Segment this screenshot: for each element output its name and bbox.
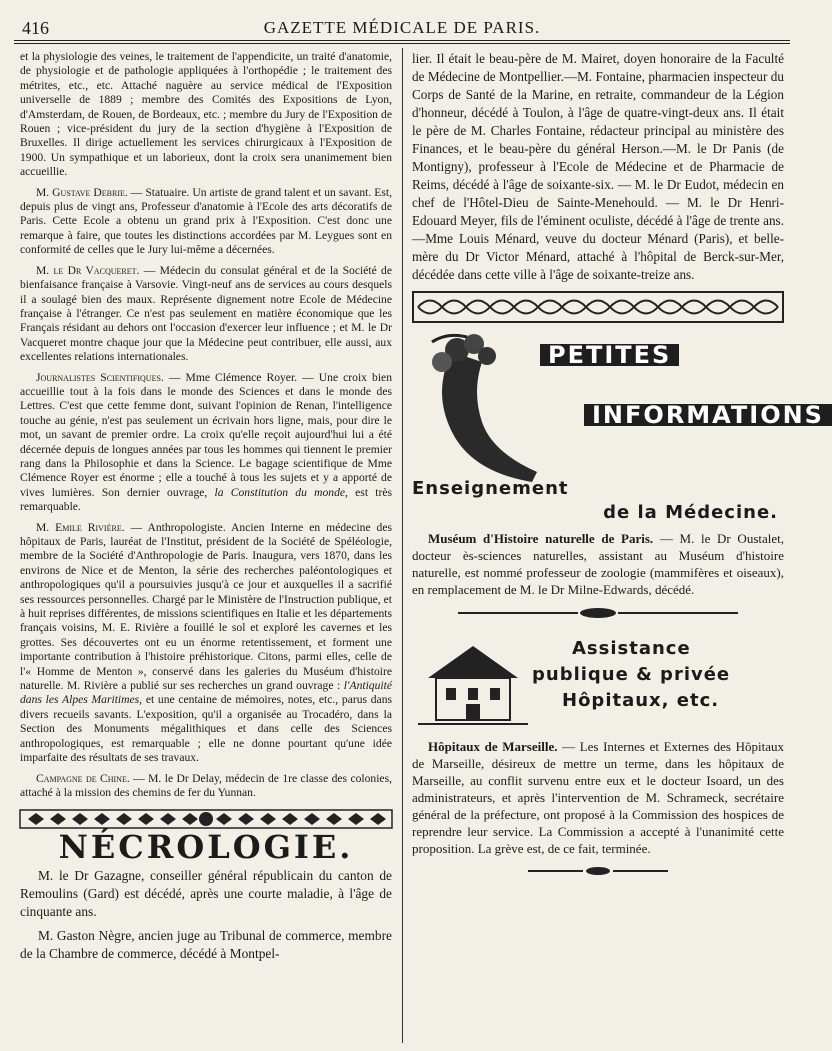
paragraph-continuation: et la physiologie des veines, le traitement de l'appendicite, un traité d'anatomie, de physiologie et de pathologie appliquées à l'orthopédie ; le traitement des métrites, etc., etc. Attaché naguère au service médical de l'Exposition universelle de 1889 ; membre des Comités des Expositions de Lyon, d'Amsterdam, de Rouen, de Bordeaux, etc. ; membre du Jury de l'Exposition de Rouen ; vice-président du jury de la section d'hygiène à l'Exposition de Bruxelles. Il dirige actuellement les services chirurgicaux à l'Exposition de 1900. Un sympathique et un laborieux, dont la croix sera unanimement bien accueillie. — [20, 50, 392, 179]
petites-title: PETITES — [540, 344, 679, 366]
paragraph-journalistes — [20, 371, 392, 515]
necrologie-section — [20, 867, 392, 963]
header-rule — [14, 40, 790, 44]
text-museum: — M. le Dr Oustalet, docteur ès-sciences naturelles, assistant au Muséum d'histoire naturelle, est nommé professeur de zoologie (mammifères et oiseaux), en remplacement de M. le Dr Milne-Edwards, décédé. — [412, 531, 785, 597]
cornucopia-icon — [412, 332, 542, 492]
page-header — [14, 14, 790, 40]
paragraph-museum — [412, 530, 784, 598]
running-title: GAZETTE MÉDICALE DE PARIS. — [263, 18, 541, 37]
hopitaux-heading: Hôpitaux, etc. — [562, 690, 720, 712]
title-constitution: la Constitution du monde, — [207, 485, 348, 499]
text-riviere: — Anthropologiste. Ancien Interne en médecine des hôpitaux de Paris, lauréat de l'Institut, président de la Société de Spéléologie, membre de la Société d'Anthropologie de Paris. Inaugura, vers 1870, dans les environs de Nice et de Menton, la série des recherches paléontologiques et anthropologiques qu'il a poursuivies jusqu'à ce jour et auxquelles il a sacrifié ses ressources personnelles. Chargé par le Ministère de l'Instruction publique, et à huit reprises différentes, de missions scientifiques en Italie et les départements français voisins, M. E. Rivière a fouillé le sol et exploré les cavernes et les grottes. Ses découvertes ont eu un énorme retentissement, et forment une importante contribution à l'histoire préhistorique. Citons, parmi elles, celle de l'« Homme de Menton », conservé dans les galeries du Muséum d'histoire naturelle. M. Rivière a publié sur ses recherches un grand ouvrage : — [20, 520, 392, 693]
text-marseille: — Les Internes et Externes des Hôpitaux de Marseille, désireux de mettre un terme, dans les hôpitaux de Marseille, au conflit survenu entre eux et le docteur Isoard, un des administrateurs, et après l'intervention de M. Schrameck, secrétaire général de la préfecture, ont proposé à la Commission des hospices de reprendre leur service. La Commission a accepté à l'unanimité cette proposition. La grève est, de ce fait, terminée. — [412, 739, 784, 857]
lead-debrie: M. Gustave Debrie. — [36, 185, 128, 199]
text-vacqueret: — Médecin du consulat général et de la Société de bienfaisance française à Varsovie. Vingt-neuf ans de services au cours desquels il a soulagé bien des maux. Représente dignement notre Ecole de Médecine française à l'étranger. Ce n'est pas seulement en matière économique que les Français résidant au dehors ont l'occasion d'exercer leur influence ; et M. le Dr Vacqueret montre chaque jour que la Médecine peut contribuer, elle aussi, aux excellentes relations internationales. — [20, 263, 392, 364]
necro-gazagne: M. le Dr Gazagne, conseiller général républicain du canton de Remoulins (Gard) est décédé, après une courte maladie, à l'âge de cinquante ans. — [20, 867, 392, 919]
assistance-heading: Assistance — [572, 638, 691, 660]
lead-journalistes: Journalistes Scientifiques. — [36, 370, 164, 384]
assistance-banner — [412, 634, 784, 738]
text-chine: — M. le Dr Delay, médecin de 1re classe des colonies, attaché à la mission des chemins de fer du Yunnan. — [20, 771, 392, 799]
lead-museum: Muséum d'Histoire naturelle de Paris. — [428, 531, 654, 546]
end-ornament — [412, 865, 784, 881]
paragraph-marseille — [412, 738, 784, 857]
house-icon — [418, 638, 528, 730]
page-number: 416 — [22, 18, 49, 38]
medecine-heading: de la Médecine. — [603, 502, 778, 523]
paragraph-debrie — [20, 186, 392, 258]
paragraph-riviere — [20, 521, 392, 766]
paragraph-chine — [20, 772, 392, 801]
petites-informations-banner — [412, 332, 824, 523]
paragraph-vacqueret — [20, 264, 392, 365]
lead-marseille: Hôpitaux de Marseille. — [428, 739, 558, 755]
lead-chine: Campagne de Chine. — [36, 771, 130, 785]
lead-riviere: M. Emile Rivière. — [36, 520, 125, 534]
ornamental-band — [20, 808, 392, 830]
enseignement-heading: Enseignement — [412, 478, 569, 499]
necro-negre: M. Gaston Nègre, ancien juge au Tribunal de commerce, membre de la Chambre de commerce, décédé à Montpel- — [20, 927, 392, 961]
small-ornament — [412, 606, 784, 624]
text-journalistes-end: est très remarquable. — [20, 485, 392, 514]
necrologie-heading: NÉCROLOGIE. — [58, 828, 354, 867]
publique-heading: publique & privée — [532, 664, 731, 686]
lead-vacqueret: M. le Dr Vacqueret. — [36, 263, 140, 277]
informations-title: INFORMATIONS — [584, 404, 832, 426]
text-journalistes: — Mme Clémence Royer. — Une croix bien accueillie tout à la fois dans le monde des Sciences et dans le monde des Lettres. C'est que cette femme dont, suivant l'opinion de Renan, l'intelligence touche au génie, n'est pas seulement un écrivain hors ligne, mais, pour dire le mot, un savant de premier ordre. La croix qu'elle reçoit aujourd'hui lui a été décernée depuis de longues années par tous les hommes qui tiennent le premier rang dans la Philosophie et dans la Science. Le bagage scientifique de Mme Clémence Royer est énorme ; elle a touché à tous les sujets et y a apporté de vives lumières. Son dernier ouvrage, — [20, 370, 392, 499]
title-antiquite: l'Antiquité dans les Alpes Maritimes, — [20, 679, 392, 707]
right-column — [412, 50, 824, 890]
column-divider — [402, 48, 403, 1043]
ornamental-band-right — [412, 290, 784, 324]
necro-continuation: lier. Il était le beau-père de M. Mairet, doyen honoraire de la Faculté de Médecine de Montpellier.—M. Fontaine, pharmacien inspecteur du Corps de Santé de la Marine, en retraite, commandeur de la Légion d'honneur, décédé à Toulon, à l'âge de quatre-vingt-deux ans. Il était le père de M. Charles Fontaine, rédacteur principal au ministère des Finances, et le beau-père du général Herson.—M. le Dr Panis (de Montigny), professeur à l'Ecole de Médecine et de Pharmacie de Reims, décédé à l'âge de soixante-six. — M. le Dr Eudot, médecin en chef de l'Hôtel-Dieu de Sainte-Menehould. — M. le Dr Henri-Edouard Meyer, fils de l'éminent oculiste, décédé à l'âge de trente ans.—Mme Louis Ménard, veuve du docteur Ménard (Paris), et belle-mère du Dr Victor Ménard, attaché à l'hôpital de Berck-sur-Mer, décédée dans cette ville à l'âge de soixante-treize ans. — [412, 51, 784, 282]
text-debrie: — Statuaire. Un artiste de grand talent et un savant. Est, depuis plus de vingt ans, Professeur d'anatomie à l'Ecole des arts décoratifs de Paris. Cette Ecole a obtenu un grand prix à l'Exposition. C'est donc une remarque à faire, que toutes les distinctions accordées par M. Leygues sont en conformité de celles que le Jury lui-même a décernées. — [20, 185, 392, 257]
left-column — [20, 50, 392, 969]
text-riviere-end: et une centaine de mémoires, notes, etc., parus dans divers recueils savants. L'exposition, qu'il a organisée au Trocadéro, dans la Section des Monuments mégalithiques et dans celle des Sciences anthropologiques, est remarquable ; elle ne donne pourtant qu'une idée imparfaite des résultats de ses travaux. — [20, 693, 392, 765]
